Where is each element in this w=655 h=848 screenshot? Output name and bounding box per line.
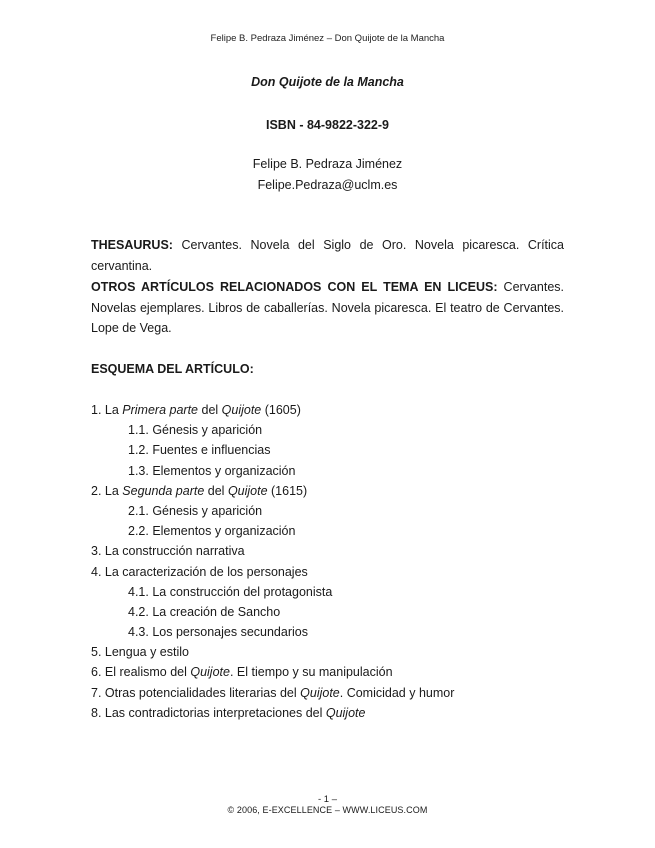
outline-item (91, 440, 571, 460)
outline-item (91, 521, 571, 541)
outline-item-text: 7. Otras potencialidades literarias del (91, 685, 301, 700)
outline-item (91, 582, 571, 602)
isbn: ISBN - 84-9822-322-9 (266, 118, 389, 132)
related-articles-text: Cervantes. Novelas ejemplares. Libros de caballerías. Novela picaresca. El teatro de Cervantes. Lope de Vega. (91, 280, 564, 335)
outline-item (91, 501, 571, 521)
outline-item-text: Quijote (227, 483, 268, 498)
outline-item (91, 541, 571, 561)
outline-item (91, 481, 571, 501)
outline-item-text: 1.1. Génesis y aparición (128, 423, 263, 438)
thesaurus-text: Cervantes. Novela del Siglo de Oro. Novela picaresca. Crítica cervantina. (91, 238, 564, 273)
outline-item-text: del (204, 483, 228, 498)
outline-item-text: 1. La (91, 403, 123, 417)
outline-item-text: 2.1. Génesis y aparición (128, 503, 263, 518)
outline-item (91, 461, 571, 481)
outline-item-text: del (198, 403, 222, 417)
outline-item (91, 400, 571, 420)
running-header: Felipe B. Pedraza Jiménez – Don Quijote de la Mancha (210, 33, 445, 44)
thesaurus-label: THESAURUS: (91, 238, 173, 252)
outline-item (91, 683, 571, 703)
outline-item-text: 6. El realismo del (91, 665, 191, 680)
outline-item-text: . El tiempo y su manipulación (229, 665, 393, 680)
outline-item-text: Quijote (325, 705, 366, 720)
article-outline (91, 400, 571, 723)
thesaurus-paragraph (91, 235, 564, 276)
outline-item-text: (1605) (261, 403, 301, 417)
copyright-footer: © 2006, E-EXCELLENCE – WWW.LICEUS.COM (227, 805, 428, 815)
outline-item-text: Primera parte (122, 403, 199, 417)
outline-item (91, 622, 571, 642)
outline-item-text: 4.1. La construcción del protagonista (128, 584, 333, 599)
outline-item-text: Quijote (221, 403, 262, 417)
outline-item (91, 662, 571, 682)
outline-item-text: 4.3. Los personajes secundarios (128, 625, 308, 640)
outline-item-text: 4.2. La creación de Sancho (128, 604, 281, 619)
related-articles-label: OTROS ARTÍCULOS RELACIONADOS CON EL TEMA EN LICEUS: (91, 280, 498, 294)
outline-item (91, 562, 571, 582)
outline-item-text: Quijote (190, 665, 230, 680)
outline-item-text: 3. La construcción narrativa (91, 544, 245, 559)
author-email[interactable]: Felipe.Pedraza@uclm.es (257, 178, 398, 192)
outline-item-text: 1.3. Elementos y organización (128, 463, 296, 478)
outline-heading: ESQUEMA DEL ARTÍCULO: (91, 362, 254, 376)
outline-item-text: 2. La (91, 483, 123, 498)
outline-item-text: 1.2. Fuentes e influencias (128, 443, 271, 458)
outline-item (91, 602, 571, 622)
outline-item-text: (1615) (267, 483, 308, 498)
outline-item-text: 8. Las contradictorias interpretaciones del (91, 705, 326, 720)
outline-item (91, 420, 571, 440)
outline-item-text: Segunda parte (122, 483, 205, 498)
related-articles-paragraph (91, 277, 564, 339)
outline-item-text: 2.2. Elementos y organización (128, 524, 296, 539)
outline-item-text: Quijote (300, 685, 340, 700)
outline-item-text: 4. La caracterización de los personajes (91, 564, 308, 579)
page-number: - 1 – (317, 794, 337, 805)
document-title: Don Quijote de la Mancha (251, 75, 404, 89)
author-name: Felipe B. Pedraza Jiménez (252, 157, 403, 171)
outline-item-text: 5. Lengua y estilo (91, 645, 189, 660)
outline-item-text: . Comicidad y humor (339, 685, 455, 700)
outline-item (91, 642, 571, 662)
outline-item (91, 703, 571, 723)
